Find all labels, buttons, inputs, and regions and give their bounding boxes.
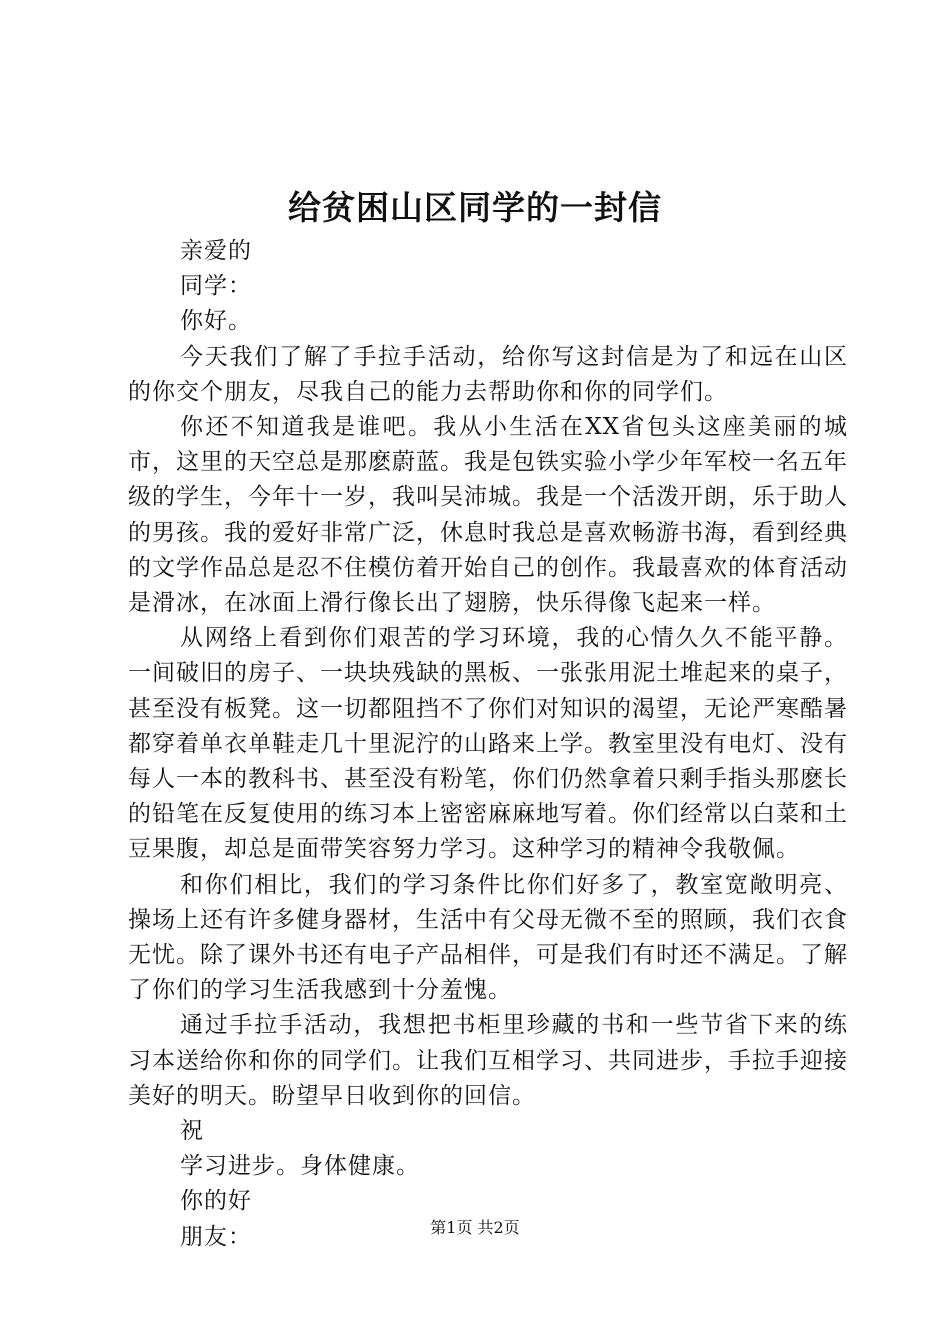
letter-body	[128, 234, 848, 1255]
signature-line-2: 朋友：	[180, 1223, 252, 1250]
paragraph-2: 你还不知道我是谁吧。我从小生活在XX省包头这座美丽的城市，这里的天空总是那麽蔚蓝。我是包铁实验小学少年军校一名五年级的学生，今年十一岁，我叫吴沛城。我是一个活泼开朗，乐于助人的男孩。我的爱好非常广泛，休息时我总是喜欢畅游书海，看到经典的文学作品总是忍不住模仿着开始自己的创作。我最喜欢的体育活动是滑冰，在冰面上滑行像长出了翅膀，快乐得像飞起来一样。	[128, 414, 848, 617]
paragraph-4: 和你们相比，我们的学习条件比你们好多了，教室宽敞明亮、操场上还有许多健身器材，生活中有父母无微不至的照顾，我们衣食无忧。除了课外书还有电子产品相伴，可是我们有时还不满足。了解了你们的学习生活我感到十分羞愧。	[128, 871, 848, 1004]
paragraph-1: 今天我们了解了手拉手活动，给你写这封信是为了和远在山区的你交个朋友，尽我自己的能力去帮助你和你的同学们。	[128, 343, 848, 405]
page-footer: 第1页 共2页	[430, 1218, 520, 1237]
signature-line-1: 你的好	[180, 1188, 252, 1215]
paragraph-5: 通过手拉手活动，我想把书柜里珍藏的书和一些节省下来的练习本送给你和你的同学们。让我们互相学习、共同进步，手拉手迎接美好的明天。盼望早日收到你的回信。	[128, 1012, 848, 1109]
closing-wish-2: 学习进步。身体健康。	[180, 1153, 420, 1180]
salutation-line-1: 亲爱的	[180, 238, 252, 264]
document-title: 给贫困山区同学的一封信	[288, 188, 662, 227]
paragraph-3: 从网络上看到你们艰苦的学习环境，我的心情久久不能平静。一间破旧的房子、一块块残缺的黑板、一张张用泥土堆起来的桌子，甚至没有板凳。这一切都阻挡不了你们对知识的渴望，无论严寒酷暑都穿着单衣单鞋走几十里泥泞的山路来上学。教室里没有电灯、没有每人一本的教科书、甚至没有粉笔，你们仍然拿着只剩手指头那麽长的铅笔在反复使用的练习本上密密麻麻地写着。你们经常以白菜和土豆果腹，却总是面带笑容努力学习。这种学习的精神令我敬佩。	[128, 625, 848, 863]
greeting: 你好。	[180, 308, 252, 335]
closing-wish-1: 祝	[180, 1118, 204, 1145]
salutation-line-2: 同学：	[180, 273, 252, 300]
